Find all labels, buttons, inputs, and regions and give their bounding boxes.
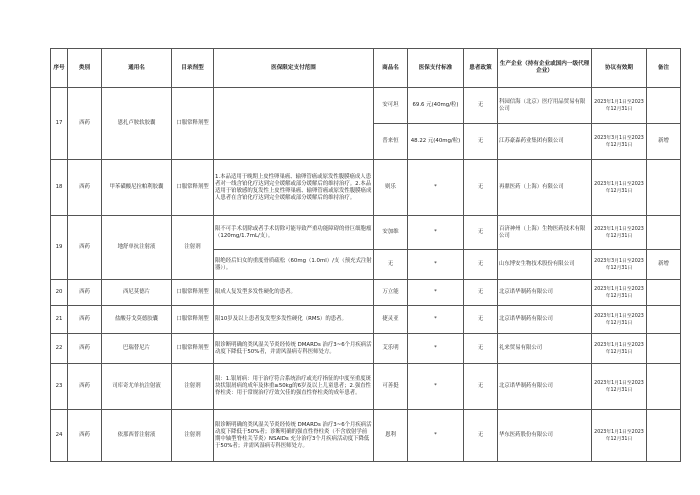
cell-maker: 山东博安生物技术股份有限公司 [498, 250, 592, 280]
cell-period: 2023年1月1日至2023年12月31日 [592, 364, 647, 410]
cell-generic: 司库奇尤单抗注射液 [102, 364, 172, 410]
cell-maker: 北京诺华制药有限公司 [498, 306, 592, 334]
cell-maker: 北京诺华制药有限公司 [498, 364, 592, 410]
cell-scope: 限诊断明确的类风湿关节炎经传统 DMARDs 治疗3~6个月疾病活动度下降低于50%者，并需风湿病专科医师处方。 [214, 334, 374, 364]
cell-remark [647, 216, 681, 250]
cell-form: 注射剂 [172, 216, 214, 280]
cell-scope [214, 88, 374, 160]
cell-remark [647, 410, 681, 462]
cell-brand: 恩利 [374, 410, 408, 462]
cell-policy: 无 [464, 410, 498, 462]
cell-price: * [408, 216, 464, 250]
cell-scope: 限绝经后妇女的重度骨质疏松（60mg（1.0ml）/支（预充式注射器））。 [214, 250, 374, 280]
cell-form: 口服常释剂型 [172, 334, 214, 364]
cell-no: 20 [51, 280, 68, 306]
cell-form: 口服常释剂型 [172, 280, 214, 306]
cell-brand: 普来恒 [374, 124, 408, 160]
cell-generic: 巴瑞替尼片 [102, 334, 172, 364]
cell-period: 2023年3月1日至2023年12月31日 [592, 124, 647, 160]
cell-scope: 限：1.银屑病：用于治疗符合系统治疗或光疗指征的中度至重度斑块状银屑病的成年及体重≥50kg的6岁及以上儿童患者；2.强直性脊柱炎：用于常规治疗疗效欠佳的强直性脊柱炎的成年患者。 [214, 364, 374, 410]
cell-period: 2023年1月1日至2023年12月31日 [592, 306, 647, 334]
col-header-scope: 医保限定支付范围 [214, 49, 374, 88]
cell-maker: 华东医药股份有限公司 [498, 410, 592, 462]
cell-period: 2023年1月1日至2023年12月31日 [592, 334, 647, 364]
cell-policy: 无 [464, 88, 498, 124]
cell-brand: 安可坦 [374, 88, 408, 124]
cell-no: 22 [51, 334, 68, 364]
cell-period: 2023年1月1日至2023年12月31日 [592, 280, 647, 306]
cell-no: 19 [51, 216, 68, 280]
cell-category: 西药 [68, 306, 102, 334]
cell-policy: 无 [464, 364, 498, 410]
cell-scope: 1.本品适用于晚期上皮性卵巢癌、输卵管癌或原发性腹膜癌成人患者对一线含铂化疗达到完全缓解或部分缓解后的维持治疗。2.本品适用于铂敏感的复发性上皮性卵巢癌、输卵管癌或原发性腹膜癌成人患者在含铂化疗达到完全缓解或部分缓解后的维持治疗。 [214, 160, 374, 216]
cell-brand: 则乐 [374, 160, 408, 216]
cell-policy: 无 [464, 216, 498, 250]
cell-remark [647, 306, 681, 334]
cell-form: 口服常释剂型 [172, 306, 214, 334]
cell-maker: 江苏豪森药业集团有限公司 [498, 124, 592, 160]
col-header-period: 协议有效期 [592, 49, 647, 88]
cell-category: 西药 [68, 160, 102, 216]
cell-generic: 地舒单抗注射液 [102, 216, 172, 280]
cell-period: 2023年3月1日至2023年12月31日 [592, 250, 647, 280]
policy-table-page [50, 48, 680, 462]
cell-maker: 再鼎医药（上海）有限公司 [498, 160, 592, 216]
col-header-price: 医保支付标准 [408, 49, 464, 88]
cell-brand: 无 [374, 250, 408, 280]
table-row [51, 306, 681, 334]
cell-no: 18 [51, 160, 68, 216]
cell-category: 西药 [68, 334, 102, 364]
cell-no: 21 [51, 306, 68, 334]
cell-policy: 无 [464, 124, 498, 160]
table-row [51, 410, 681, 462]
cell-price: * [408, 250, 464, 280]
cell-scope: 限成人复发型多发性硬化的患者。 [214, 280, 374, 306]
cell-price: * [408, 160, 464, 216]
cell-policy: 无 [464, 280, 498, 306]
cell-category: 西药 [68, 216, 102, 280]
cell-scope: 限10岁及以上患者复发型多发性硬化（RMS）的患者。 [214, 306, 374, 334]
cell-policy: 无 [464, 250, 498, 280]
cell-generic: 恩扎卢胺软胶囊 [102, 88, 172, 160]
cell-policy: 无 [464, 334, 498, 364]
cell-policy: 无 [464, 160, 498, 216]
table-header-row [51, 49, 681, 88]
cell-price: * [408, 364, 464, 410]
col-header-maker: 生产企业（持有企业或国内一级代理企业） [498, 49, 592, 88]
col-header-category: 类别 [68, 49, 102, 88]
cell-category: 西药 [68, 88, 102, 160]
cell-price: * [408, 306, 464, 334]
table-row [51, 88, 681, 124]
cell-maker: 科园信海（北京）医疗用品贸易有限公司 [498, 88, 592, 124]
cell-period: 2023年1月1日至2023年12月31日 [592, 410, 647, 462]
cell-period: 2023年1月1日至2023年12月31日 [592, 160, 647, 216]
cell-brand: 安加维 [374, 216, 408, 250]
col-header-no: 序号 [51, 49, 68, 88]
cell-form: 口服常释剂型 [172, 160, 214, 216]
cell-remark [647, 364, 681, 410]
cell-category: 西药 [68, 364, 102, 410]
table-row [51, 216, 681, 250]
cell-scope: 限诊断明确的类风湿关节炎经传统 DMARDs 治疗3~6个月疾病活动度下降低于50%者；诊断明确的强直性脊柱炎（不含放射学前期中轴型脊柱关节炎）NSAIDs 充分治疗3个月疾病活动度下降低于50%者；并需风湿病专科医师处方。 [214, 410, 374, 462]
table-row [51, 334, 681, 364]
table-row [51, 160, 681, 216]
cell-remark [647, 280, 681, 306]
cell-price: * [408, 334, 464, 364]
cell-maker: 北京诺华制药有限公司 [498, 280, 592, 306]
cell-maker: 礼来贸易有限公司 [498, 334, 592, 364]
cell-period: 2023年1月1日至2023年12月31日 [592, 216, 647, 250]
cell-brand: 可善挺 [374, 364, 408, 410]
cell-generic: 盐酸芬戈莫德胶囊 [102, 306, 172, 334]
cell-remark [647, 334, 681, 364]
cell-no: 23 [51, 364, 68, 410]
col-header-form: 目录剂型 [172, 49, 214, 88]
table-row [51, 280, 681, 306]
col-header-remark: 备注 [647, 49, 681, 88]
cell-period: 2023年1月1日至2023年12月31日 [592, 88, 647, 124]
cell-category: 西药 [68, 410, 102, 462]
cell-no: 17 [51, 88, 68, 160]
cell-remark: 新增 [647, 250, 681, 280]
cell-generic: 西尼莫德片 [102, 280, 172, 306]
cell-price: * [408, 410, 464, 462]
table-row [51, 364, 681, 410]
cell-no: 24 [51, 410, 68, 462]
cell-price: 69.6 元(40mg/粒) [408, 88, 464, 124]
cell-category: 西药 [68, 280, 102, 306]
cell-price: * [408, 280, 464, 306]
cell-brand: 艾乐明 [374, 334, 408, 364]
cell-scope: 限不可手术切除或者手术切除可能导致严重功能障碍的骨巨细胞瘤（120mg/1.7mL/支）。 [214, 216, 374, 250]
cell-policy: 无 [464, 306, 498, 334]
cell-remark: 新增 [647, 124, 681, 160]
col-header-policy: 患者政策 [464, 49, 498, 88]
cell-brand: 万立能 [374, 280, 408, 306]
cell-generic: 甲苯磺酸尼拉帕利胶囊 [102, 160, 172, 216]
cell-brand: 捷灵亚 [374, 306, 408, 334]
col-header-generic: 通用名 [102, 49, 172, 88]
col-header-brand: 商品名 [374, 49, 408, 88]
cell-form: 注射剂 [172, 364, 214, 410]
cell-form: 注射剂 [172, 410, 214, 462]
cell-maker: 百济神州（上海）生物医药技术有限公司 [498, 216, 592, 250]
drug-list-table [50, 48, 681, 462]
cell-form: 口服常释剂型 [172, 88, 214, 160]
cell-remark [647, 160, 681, 216]
cell-generic: 依那西普注射液 [102, 410, 172, 462]
cell-price: 48.22 元(40mg/粒) [408, 124, 464, 160]
cell-remark [647, 88, 681, 124]
